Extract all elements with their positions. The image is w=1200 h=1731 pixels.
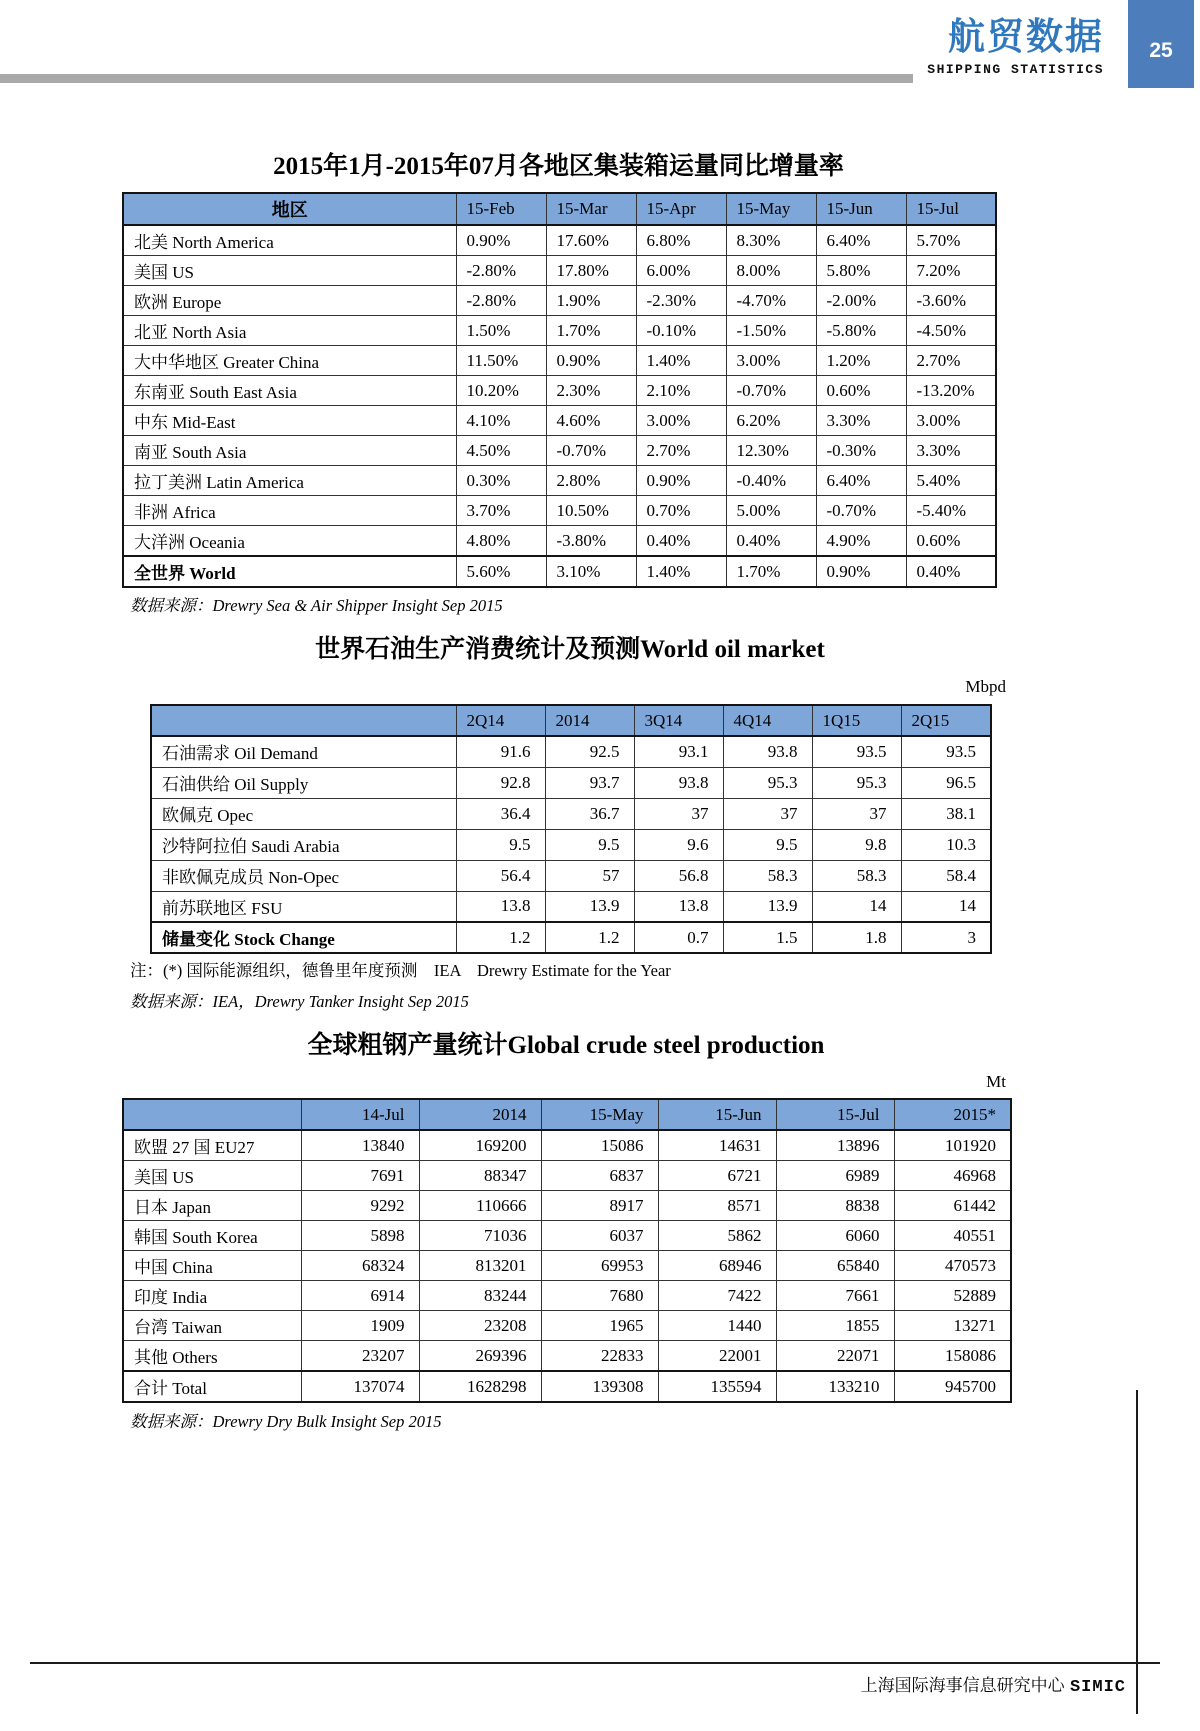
cell-value: -2.30% xyxy=(636,286,726,316)
row-label: 北亚 North Asia xyxy=(123,316,456,346)
cell-value: 93.5 xyxy=(901,736,991,767)
cell-value: 5862 xyxy=(658,1221,776,1251)
cell-value: 137074 xyxy=(301,1371,419,1402)
column-header: 15-Feb xyxy=(456,193,546,225)
header-row xyxy=(123,193,996,225)
cell-value: 93.7 xyxy=(545,767,634,798)
footer-org-en: SIMIC xyxy=(1069,1678,1126,1697)
cell-value: 10.50% xyxy=(546,496,636,526)
table-row xyxy=(123,526,996,557)
table-row xyxy=(123,346,996,376)
cell-value: 0.90% xyxy=(456,225,546,256)
cell-value: 4.80% xyxy=(456,526,546,557)
cell-value: 0.40% xyxy=(726,526,816,557)
table-row xyxy=(123,556,996,587)
table-row xyxy=(123,1221,1011,1251)
cell-value: 110666 xyxy=(419,1191,541,1221)
column-header: 2Q15 xyxy=(901,705,991,736)
row-label: 印度 India xyxy=(123,1281,301,1311)
column-header: 1Q15 xyxy=(812,705,901,736)
cell-value: 169200 xyxy=(419,1130,541,1161)
cell-value: 83244 xyxy=(419,1281,541,1311)
column-header: 15-Jul xyxy=(906,193,996,225)
cell-value: -0.70% xyxy=(816,496,906,526)
table-row xyxy=(123,1281,1011,1311)
row-label: 大中华地区 Greater China xyxy=(123,346,456,376)
cell-value: 6.80% xyxy=(636,225,726,256)
row-label: 日本 Japan xyxy=(123,1191,301,1221)
brand-title-en: SHIPPING STATISTICS xyxy=(927,61,1104,77)
cell-value: 1.40% xyxy=(636,556,726,587)
cell-value: 1.70% xyxy=(546,316,636,346)
cell-value: 71036 xyxy=(419,1221,541,1251)
cell-value: 7661 xyxy=(776,1281,894,1311)
cell-value: 36.7 xyxy=(545,798,634,829)
column-header: 2Q14 xyxy=(456,705,545,736)
cell-value: 13271 xyxy=(894,1311,1011,1341)
cell-value: 8571 xyxy=(658,1191,776,1221)
cell-value: 93.8 xyxy=(634,767,723,798)
cell-value: -2.80% xyxy=(456,256,546,286)
cell-value: 46968 xyxy=(894,1161,1011,1191)
cell-value: 2.30% xyxy=(546,376,636,406)
cell-value: 6721 xyxy=(658,1161,776,1191)
cell-value: 96.5 xyxy=(901,767,991,798)
table-row xyxy=(123,1191,1011,1221)
cell-value: 0.90% xyxy=(816,556,906,587)
cell-value: 9.8 xyxy=(812,829,901,860)
row-label: 北美 North America xyxy=(123,225,456,256)
cell-value: 23208 xyxy=(419,1311,541,1341)
container-volume-table-wrap xyxy=(122,192,995,588)
column-header: 地区 xyxy=(123,193,456,225)
cell-value: 3.00% xyxy=(906,406,996,436)
cell-value: 23207 xyxy=(301,1341,419,1372)
header-row xyxy=(123,1099,1011,1130)
cell-value: 0.30% xyxy=(456,466,546,496)
cell-value: 0.60% xyxy=(816,376,906,406)
cell-value: 2.10% xyxy=(636,376,726,406)
cell-value: 68324 xyxy=(301,1251,419,1281)
row-label: 大洋洲 Oceania xyxy=(123,526,456,557)
row-label: 拉丁美洲 Latin America xyxy=(123,466,456,496)
row-label: 韩国 South Korea xyxy=(123,1221,301,1251)
cell-value: 135594 xyxy=(658,1371,776,1402)
row-label: 前苏联地区 FSU xyxy=(151,891,456,922)
cell-value: 1.40% xyxy=(636,346,726,376)
cell-value: 9.5 xyxy=(723,829,812,860)
cell-value: 945700 xyxy=(894,1371,1011,1402)
table-row xyxy=(123,436,996,466)
column-header: 14-Jul xyxy=(301,1099,419,1130)
cell-value: 813201 xyxy=(419,1251,541,1281)
column-header: 15-May xyxy=(726,193,816,225)
row-label: 台湾 Taiwan xyxy=(123,1311,301,1341)
cell-value: 6037 xyxy=(541,1221,658,1251)
cell-value: 1855 xyxy=(776,1311,894,1341)
cell-value: 12.30% xyxy=(726,436,816,466)
cell-value: 6837 xyxy=(541,1161,658,1191)
cell-value: 6060 xyxy=(776,1221,894,1251)
cell-value: 57 xyxy=(545,860,634,891)
cell-value: 92.8 xyxy=(456,767,545,798)
table-row xyxy=(123,1371,1011,1402)
footer-organization xyxy=(400,1671,1126,1697)
cell-value: 58.3 xyxy=(723,860,812,891)
cell-value: -0.10% xyxy=(636,316,726,346)
cell-value: 9.5 xyxy=(545,829,634,860)
cell-value: 95.3 xyxy=(812,767,901,798)
cell-value: 15086 xyxy=(541,1130,658,1161)
cell-value: 1.20% xyxy=(816,346,906,376)
cell-value: 92.5 xyxy=(545,736,634,767)
cell-value: 7691 xyxy=(301,1161,419,1191)
table-row xyxy=(123,286,996,316)
cell-value: 7.20% xyxy=(906,256,996,286)
row-label: 美国 US xyxy=(123,256,456,286)
cell-value: 3.00% xyxy=(636,406,726,436)
cell-value: 0.7 xyxy=(634,922,723,953)
cell-value: 1440 xyxy=(658,1311,776,1341)
cell-value: 4.50% xyxy=(456,436,546,466)
cell-value: 5898 xyxy=(301,1221,419,1251)
oil-table-source: 数据来源：IEA，Drewry Tanker Insight Sep 2015 xyxy=(130,992,469,1011)
container-table-source: 数据来源：Drewry Sea & Air Shipper Insight Sep 2015 xyxy=(130,596,503,615)
cell-value: 88347 xyxy=(419,1161,541,1191)
cell-value: 10.20% xyxy=(456,376,546,406)
cell-value: 22833 xyxy=(541,1341,658,1372)
table-row xyxy=(123,496,996,526)
cell-value: 95.3 xyxy=(723,767,812,798)
cell-value: 0.90% xyxy=(636,466,726,496)
table-row xyxy=(151,860,991,891)
footer-vertical-rule xyxy=(1136,1390,1138,1714)
row-label: 沙特阿拉伯 Saudi Arabia xyxy=(151,829,456,860)
table-row xyxy=(123,225,996,256)
cell-value: 40551 xyxy=(894,1221,1011,1251)
oil-market-table-wrap xyxy=(150,704,990,954)
table-row xyxy=(151,736,991,767)
cell-value: 6914 xyxy=(301,1281,419,1311)
row-label: 储量变化 Stock Change xyxy=(151,922,456,953)
cell-value: 139308 xyxy=(541,1371,658,1402)
cell-value: 1.5 xyxy=(723,922,812,953)
cell-value: 9.5 xyxy=(456,829,545,860)
cell-value: 14 xyxy=(812,891,901,922)
cell-value: 0.40% xyxy=(906,556,996,587)
container-volume-table xyxy=(122,192,997,588)
row-label: 全世界 World xyxy=(123,556,456,587)
cell-value: 69953 xyxy=(541,1251,658,1281)
table-row xyxy=(151,891,991,922)
cell-value: 101920 xyxy=(894,1130,1011,1161)
cell-value: 13.9 xyxy=(545,891,634,922)
row-label: 合计 Total xyxy=(123,1371,301,1402)
cell-value: 0.40% xyxy=(636,526,726,557)
column-header: 15-May xyxy=(541,1099,658,1130)
cell-value: 56.8 xyxy=(634,860,723,891)
row-label: 欧佩克 Opec xyxy=(151,798,456,829)
cell-value: 8838 xyxy=(776,1191,894,1221)
table-row xyxy=(123,376,996,406)
cell-value: 0.90% xyxy=(546,346,636,376)
cell-value: 470573 xyxy=(894,1251,1011,1281)
cell-value: -4.50% xyxy=(906,316,996,346)
crude-steel-table-wrap xyxy=(122,1098,1010,1403)
cell-value: 58.4 xyxy=(901,860,991,891)
cell-value: 9.6 xyxy=(634,829,723,860)
column-header: 15-Jun xyxy=(816,193,906,225)
table-row xyxy=(151,829,991,860)
cell-value: 4.10% xyxy=(456,406,546,436)
header-brand xyxy=(700,16,1104,77)
table-row xyxy=(123,1251,1011,1281)
cell-value: -1.50% xyxy=(726,316,816,346)
container-table-title: 2015年1月-2015年07月各地区集装箱运量同比增量率 xyxy=(273,153,844,180)
cell-value: 36.4 xyxy=(456,798,545,829)
cell-value: 93.5 xyxy=(812,736,901,767)
column-header: 2014 xyxy=(545,705,634,736)
cell-value: 17.80% xyxy=(546,256,636,286)
cell-value: 56.4 xyxy=(456,860,545,891)
oil-table-unit-label: Mbpd xyxy=(965,677,1006,696)
cell-value: 6.40% xyxy=(816,225,906,256)
cell-value: 8917 xyxy=(541,1191,658,1221)
cell-value: -13.20% xyxy=(906,376,996,406)
cell-value: 8.00% xyxy=(726,256,816,286)
row-label: 其他 Others xyxy=(123,1341,301,1372)
cell-value: -3.60% xyxy=(906,286,996,316)
cell-value: 1628298 xyxy=(419,1371,541,1402)
cell-value: -5.40% xyxy=(906,496,996,526)
cell-value: -0.70% xyxy=(546,436,636,466)
cell-value: 1.90% xyxy=(546,286,636,316)
cell-value: 7680 xyxy=(541,1281,658,1311)
cell-value: 1.2 xyxy=(456,922,545,953)
cell-value: 10.3 xyxy=(901,829,991,860)
column-header: 15-Apr xyxy=(636,193,726,225)
column-header: 2014 xyxy=(419,1099,541,1130)
cell-value: 3.30% xyxy=(816,406,906,436)
cell-value: -0.70% xyxy=(726,376,816,406)
cell-value: 269396 xyxy=(419,1341,541,1372)
cell-value: 2.80% xyxy=(546,466,636,496)
cell-value: -2.00% xyxy=(816,286,906,316)
cell-value: 11.50% xyxy=(456,346,546,376)
cell-value: 3.00% xyxy=(726,346,816,376)
steel-table-title: 全球粗钢产量统计Global crude steel production xyxy=(307,1032,825,1059)
cell-value: 91.6 xyxy=(456,736,545,767)
cell-value: 13840 xyxy=(301,1130,419,1161)
row-label: 中国 China xyxy=(123,1251,301,1281)
table-row xyxy=(123,406,996,436)
oil-table-title: 世界石油生产消费统计及预测World oil market xyxy=(315,636,825,663)
row-label: 东南亚 South East Asia xyxy=(123,376,456,406)
cell-value: 5.40% xyxy=(906,466,996,496)
table-row xyxy=(123,256,996,286)
cell-value: 2.70% xyxy=(636,436,726,466)
cell-value: 14631 xyxy=(658,1130,776,1161)
cell-value: -2.80% xyxy=(456,286,546,316)
table-row xyxy=(123,1130,1011,1161)
column-header: 3Q14 xyxy=(634,705,723,736)
row-label: 石油供给 Oil Supply xyxy=(151,767,456,798)
column-header: 15-Jun xyxy=(658,1099,776,1130)
cell-value: 13.8 xyxy=(456,891,545,922)
table-row xyxy=(123,316,996,346)
footer-org-cn: 上海国际海事信息研究中心 xyxy=(860,1676,1065,1696)
brand-title-cn: 航贸数据 xyxy=(948,15,1104,58)
table-row xyxy=(123,1341,1011,1372)
cell-value: -0.30% xyxy=(816,436,906,466)
cell-value: 5.80% xyxy=(816,256,906,286)
cell-value: 1965 xyxy=(541,1311,658,1341)
table-row xyxy=(151,922,991,953)
cell-value: 68946 xyxy=(658,1251,776,1281)
cell-value: 14 xyxy=(901,891,991,922)
cell-value: 0.70% xyxy=(636,496,726,526)
row-label: 美国 US xyxy=(123,1161,301,1191)
column-header: 2015* xyxy=(894,1099,1011,1130)
cell-value: 1.2 xyxy=(545,922,634,953)
cell-value: 9292 xyxy=(301,1191,419,1221)
cell-value: 4.90% xyxy=(816,526,906,557)
cell-value: 0.60% xyxy=(906,526,996,557)
cell-value: 1.70% xyxy=(726,556,816,587)
table-row xyxy=(123,466,996,496)
cell-value: 61442 xyxy=(894,1191,1011,1221)
cell-value: 13.8 xyxy=(634,891,723,922)
row-label: 欧盟 27 国 EU27 xyxy=(123,1130,301,1161)
cell-value: 6989 xyxy=(776,1161,894,1191)
cell-value: 58.3 xyxy=(812,860,901,891)
cell-value: -3.80% xyxy=(546,526,636,557)
table-row xyxy=(123,1311,1011,1341)
table-row xyxy=(151,767,991,798)
column-header: 4Q14 xyxy=(723,705,812,736)
cell-value: 17.60% xyxy=(546,225,636,256)
cell-value: 13896 xyxy=(776,1130,894,1161)
row-label: 非欧佩克成员 Non-Opec xyxy=(151,860,456,891)
header-row xyxy=(151,705,991,736)
cell-value: 22071 xyxy=(776,1341,894,1372)
cell-value: 37 xyxy=(812,798,901,829)
cell-value: 3.30% xyxy=(906,436,996,466)
cell-value: 3.10% xyxy=(546,556,636,587)
table-row xyxy=(123,1161,1011,1191)
crude-steel-table xyxy=(122,1098,1012,1403)
cell-value: 13.9 xyxy=(723,891,812,922)
row-label: 非洲 Africa xyxy=(123,496,456,526)
steel-table-unit-label: Mt xyxy=(986,1072,1006,1091)
cell-value: 6.40% xyxy=(816,466,906,496)
column-header: 15-Mar xyxy=(546,193,636,225)
cell-value: 5.70% xyxy=(906,225,996,256)
cell-value: -0.40% xyxy=(726,466,816,496)
cell-value: 5.60% xyxy=(456,556,546,587)
cell-value: 65840 xyxy=(776,1251,894,1281)
cell-value: 2.70% xyxy=(906,346,996,376)
cell-value: 37 xyxy=(634,798,723,829)
cell-value: 1.50% xyxy=(456,316,546,346)
row-label: 中东 Mid-East xyxy=(123,406,456,436)
cell-value: 8.30% xyxy=(726,225,816,256)
cell-value: 1909 xyxy=(301,1311,419,1341)
cell-value: 3.70% xyxy=(456,496,546,526)
cell-value: 5.00% xyxy=(726,496,816,526)
cell-value: 6.00% xyxy=(636,256,726,286)
cell-value: 7422 xyxy=(658,1281,776,1311)
cell-value: 52889 xyxy=(894,1281,1011,1311)
cell-value: 6.20% xyxy=(726,406,816,436)
row-label: 石油需求 Oil Demand xyxy=(151,736,456,767)
row-label: 南亚 South Asia xyxy=(123,436,456,466)
cell-value: 37 xyxy=(723,798,812,829)
cell-value: 158086 xyxy=(894,1341,1011,1372)
cell-value: 22001 xyxy=(658,1341,776,1372)
oil-table-note: 注：(*) 国际能源组织，德鲁里年度预测 IEA Drewry Estimate for the Year xyxy=(130,961,671,980)
cell-value: -5.80% xyxy=(816,316,906,346)
cell-value: 38.1 xyxy=(901,798,991,829)
cell-value: 93.8 xyxy=(723,736,812,767)
footer-rule xyxy=(30,1662,1160,1664)
cell-value: 1.8 xyxy=(812,922,901,953)
steel-table-source: 数据来源：Drewry Dry Bulk Insight Sep 2015 xyxy=(130,1412,442,1431)
table-row xyxy=(151,798,991,829)
cell-value: 93.1 xyxy=(634,736,723,767)
column-header xyxy=(151,705,456,736)
column-header: 15-Jul xyxy=(776,1099,894,1130)
row-label: 欧洲 Europe xyxy=(123,286,456,316)
page-number-badge xyxy=(1128,0,1194,88)
cell-value: 133210 xyxy=(776,1371,894,1402)
cell-value: 4.60% xyxy=(546,406,636,436)
column-header xyxy=(123,1099,301,1130)
page-number: 25 xyxy=(1149,39,1173,62)
oil-market-table xyxy=(150,704,992,954)
cell-value: -4.70% xyxy=(726,286,816,316)
cell-value: 3 xyxy=(901,922,991,953)
